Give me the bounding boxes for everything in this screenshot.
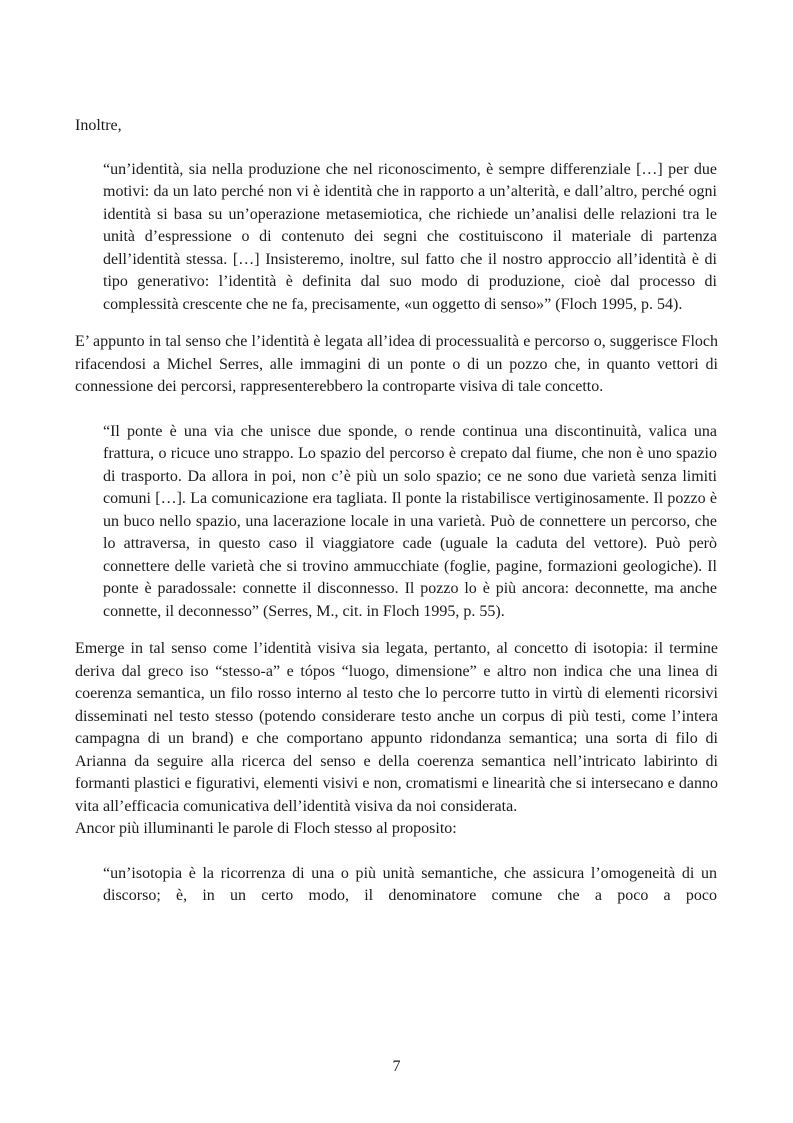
- block-quote-floch-isotopy: “un’isotopia è la ricorrenza di una o più unità semantiche, che assicura l’omogeneità di un discorso; è, in un certo modo, il denominatore comune che a poco a poco: [103, 864, 717, 904]
- page-body: [75, 115, 718, 908]
- page-number: 7: [392, 1058, 401, 1075]
- paragraph-floch-intro: Ancor più illuminanti le parole di Floch stesso al proposito:: [75, 820, 457, 837]
- block-quote-serres: “Il ponte è una via che unisce due sponde, o rende continua una discontinuità, valica una frattura, o ricuce uno strappo. Lo spazio del percorso è crepato dal fiume, che non è uno spazio di trasporto. Da allora in poi, non c’è più un solo spazio; ce ne sono due varietà senza limiti comuni […]. La comunicazione era tagliata. Il ponte la ristabilisce vertiginosamente. Il pozzo è un buco nello spazio, una lacerazione locale in una varietà. Può de connettere un percorso, che lo attraversa, in questo caso il viaggiatore cade (uguale la caduta del vettore). Può però connettere delle varietà che si trovino ammucchiate (foglie, pagine, formazioni geologiche). Il ponte è paradossale: connette il disconnesso. Il pozzo lo è più ancora: deconnette, ma anche connette, il deconnesso” (Serres, M., cit. in Floch 1995, p. 55).: [103, 422, 717, 620]
- paragraph-process: E’ appunto in tal senso che l’identità è legata all’idea di processualità e percorso o, suggerisce Floch rifacendosi a Michel Serres, alle immagini di un ponte o di un pozzo che, in quanto vettori di connessione dei percorsi, rappresenterebbero la controparte visiva di tale concetto.: [75, 333, 718, 395]
- paragraph-isotopy: Emerge in tal senso come l’identità visiva sia legata, pertanto, al concetto di isotopia: il termine deriva dal greco iso “stesso-a” e tópos “luogo, dimensione” e altro non indica che una linea di coerenza semantica, un filo rosso interno al testo che lo percorre tutto in virtù di elementi ricorsivi disseminati nel testo stesso (potendo considerare testo anche un corpus di più testi, come l’intera campagna di un brand) e che comportano appunto ridondanza semantica; una sorta di filo di Arianna da seguire alla ricerca del senso e della coerenza semantica nell’intricato labirinto di formanti plastici e figurativi, elementi visivi e non, cromatismi e linearità che si intersecano e danno vita all’efficacia comunicativa dell’identità visiva da noi considerata.: [75, 640, 718, 815]
- intro-line: Inoltre,: [75, 117, 122, 134]
- block-quote-floch-identity: “un’identità, sia nella produzione che nel riconoscimento, è sempre differenziale […] per due motivi: da un lato perché non vi è identità che in rapporto a un’alterità, e dall’altro, perché ogni identità si basa su un’operazione metasemiotica, che richiede un’analisi delle relazioni tra le unità d’espressione o di contenuto dei segni che costituiscono il materiale di partenza dell’identità stessa. […] Insisteremo, inoltre, sul fatto che il nostro approccio all’identità è di tipo generativo: l’identità è definita dal suo modo di produzione, cioè dal processo di complessità crescente che ne fa, precisamente, «un oggetto di senso»” (Floch 1995, p. 54).: [103, 160, 717, 313]
